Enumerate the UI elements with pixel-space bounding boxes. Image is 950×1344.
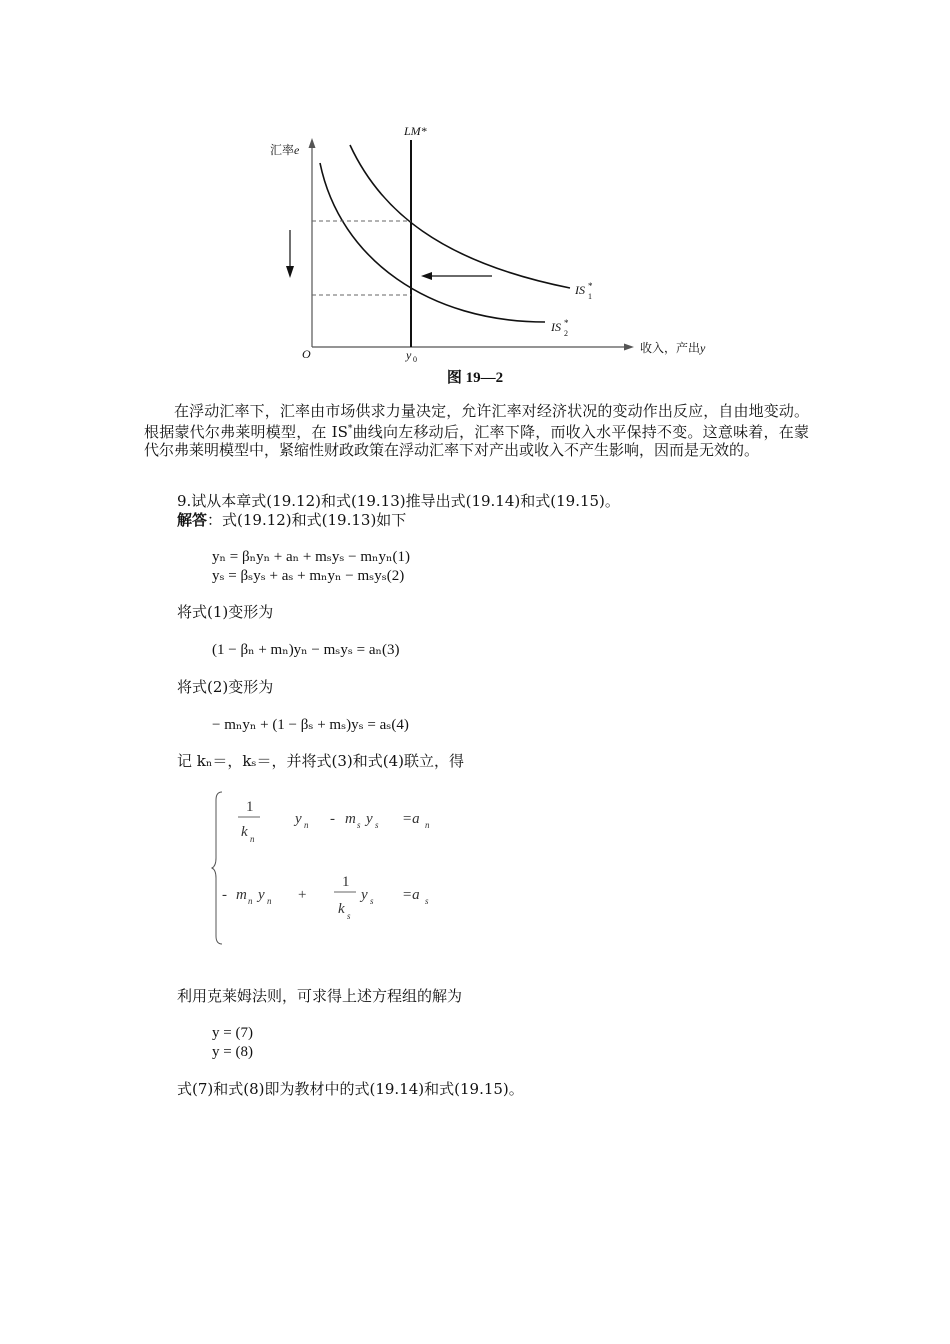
- is1-curve: [350, 145, 570, 288]
- answer-intro: 解答：式(19.12)和式(19.13)如下: [177, 511, 407, 529]
- row1-y2-sub: s: [375, 820, 379, 830]
- is1-star: *: [588, 281, 593, 291]
- lm-label: LM*: [404, 124, 427, 138]
- question-9: 9.试从本章式(19.12)和式(19.13)推导出式(19.14)和式(19.15)。: [177, 492, 620, 510]
- row1-y: y: [295, 811, 302, 827]
- conclusion-text: 式(7)和式(8)即为教材中的式(19.14)和式(19.15)。: [177, 1080, 524, 1098]
- define-k-text: 记 kₙ＝，kₛ＝，并将式(3)和式(4)联立，得: [177, 752, 464, 770]
- equation-system: [205, 785, 455, 950]
- y0-label: y: [406, 348, 412, 362]
- origin-label: O: [302, 347, 311, 361]
- row1-k-sub: n: [250, 834, 255, 844]
- transform-1-text: 将式(1)变形为: [177, 603, 274, 621]
- row2-one: 1: [342, 874, 350, 890]
- row2-m: m: [236, 887, 247, 903]
- row2-plus: +: [298, 887, 307, 903]
- row2-k: k: [338, 901, 345, 917]
- equation-4: − mₙyₙ + (1 − βₛ + mₛ)yₛ = aₛ(4): [212, 717, 409, 733]
- answer-label: 解答: [177, 511, 208, 529]
- figure-caption: 图 19—2: [446, 370, 504, 386]
- row1-rhs-sub: n: [425, 820, 430, 830]
- row2-y: y: [258, 887, 265, 903]
- row2-y2: y: [361, 887, 368, 903]
- row1-one: 1: [246, 799, 254, 815]
- row1-m-sub: s: [357, 820, 361, 830]
- row1-y2: y: [366, 811, 373, 827]
- figure-19-2: [260, 115, 740, 365]
- left-arrow-icon: [421, 272, 432, 280]
- transform-2-text: 将式(2)变形为: [177, 678, 274, 696]
- row1-k: k: [241, 824, 248, 840]
- left-brace: [212, 792, 222, 944]
- equation-3: (1 − βₙ + mₙ)yₙ − mₛyₛ = aₙ(3): [212, 642, 400, 658]
- row2-minus: -: [222, 887, 227, 903]
- row1-minus: -: [330, 811, 335, 827]
- is2-star: *: [564, 318, 569, 328]
- y-axis-arrow-icon: [309, 138, 316, 148]
- is2-sub: 2: [564, 329, 568, 338]
- row2-rhs-sub: s: [425, 896, 429, 906]
- row2-y2-sub: s: [370, 896, 374, 906]
- y-axis-label: 汇率e: [270, 143, 300, 157]
- row1-m: m: [345, 811, 356, 827]
- is1-sub: 1: [588, 292, 592, 301]
- row2-rhs: =a: [402, 887, 420, 903]
- y0-sub: 0: [413, 355, 417, 364]
- row2-m-sub: n: [248, 896, 253, 906]
- x-axis-label: 收入，产出y: [640, 341, 706, 355]
- is1-label: IS: [575, 283, 585, 297]
- down-arrow-icon: [286, 266, 294, 278]
- cramer-text: 利用克莱姆法则，可求得上述方程组的解为: [177, 987, 463, 1005]
- equation-2: yₛ = βₛyₛ + aₛ + mₙyₙ − mₛyₛ(2): [212, 568, 405, 584]
- row2-y-sub: n: [267, 896, 272, 906]
- explanation-paragraph: 在浮动汇率下，汇率由市场供求力量决定，允许汇率对经济状况的变动作出反应，自由地变动。根据蒙代尔弗莱明模型，在 IS*曲线向左移动后，汇率下降，而收入水平保持不变。这意味着，在蒙代尔弗莱明模型中，紧缩性财政政策在浮动汇率下对产出或收入不产生影响，因而是无效的。: [144, 402, 809, 459]
- solution-7: y = (7): [212, 1025, 253, 1041]
- row1-y-sub: n: [304, 820, 309, 830]
- row1-rhs: =a: [402, 811, 420, 827]
- equation-1: yₙ = βₙyₙ + aₙ + mₛyₛ − mₙyₙ(1): [212, 549, 410, 565]
- row2-k-sub: s: [347, 911, 351, 921]
- is2-curve: [320, 163, 545, 322]
- is2-label: IS: [551, 320, 561, 334]
- solution-8: y = (8): [212, 1044, 253, 1060]
- x-axis-arrow-icon: [624, 344, 634, 351]
